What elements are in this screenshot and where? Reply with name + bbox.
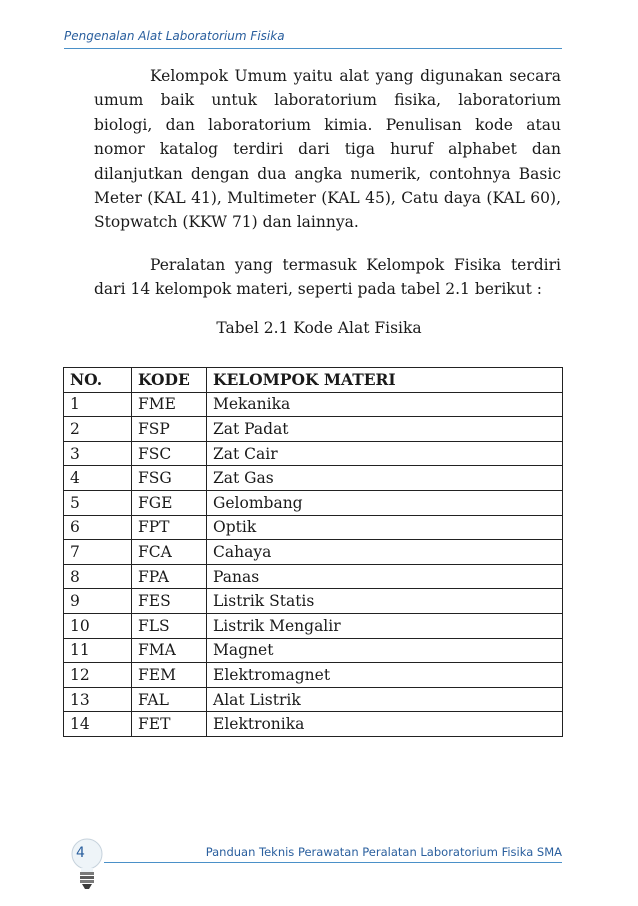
- paragraph-physics-group: Peralatan yang termasuk Kelompok Fisika terdiri dari 14 kelompok materi, seperti pada tabel 2.1 berikut :: [94, 256, 561, 299]
- cell-code: FCA: [132, 540, 207, 565]
- table-row: [64, 564, 563, 589]
- table-row: [64, 613, 563, 638]
- cell-code: FMA: [132, 638, 207, 663]
- cell-group: Alat Listrik: [207, 687, 563, 712]
- table-row: [64, 712, 563, 737]
- table-row: [64, 515, 563, 540]
- table-row: [64, 540, 563, 565]
- table-header-row: [64, 368, 563, 393]
- cell-no: 13: [64, 687, 132, 712]
- cell-group: Elektronika: [207, 712, 563, 737]
- cell-no: 14: [64, 712, 132, 737]
- cell-code: FEM: [132, 663, 207, 688]
- column-header-code: KODE: [132, 368, 207, 393]
- cell-group: Optik: [207, 515, 563, 540]
- cell-group: Elektromagnet: [207, 663, 563, 688]
- cell-group: Zat Padat: [207, 417, 563, 442]
- cell-group: Mekanika: [207, 392, 563, 417]
- cell-code: FSG: [132, 466, 207, 491]
- table-row: [64, 490, 563, 515]
- table-row: [64, 417, 563, 442]
- table-row: [64, 392, 563, 417]
- cell-code: FES: [132, 589, 207, 614]
- table-row: [64, 589, 563, 614]
- column-header-group: KELOMPOK MATERI: [207, 368, 563, 393]
- cell-group: Gelombang: [207, 490, 563, 515]
- cell-no: 9: [64, 589, 132, 614]
- cell-code: FPT: [132, 515, 207, 540]
- table-row: [64, 687, 563, 712]
- running-footer: Panduan Teknis Perawatan Peralatan Laboratorium Fisika SMA: [205, 845, 562, 859]
- page-number: 4: [76, 845, 85, 861]
- cell-no: 11: [64, 638, 132, 663]
- cell-group: Panas: [207, 564, 563, 589]
- cell-group: Zat Gas: [207, 466, 563, 491]
- table-row: [64, 441, 563, 466]
- table-body: [64, 392, 563, 736]
- cell-no: 10: [64, 613, 132, 638]
- table-row: [64, 638, 563, 663]
- footer-divider: [104, 862, 562, 863]
- paragraph-general-group: Kelompok Umum yaitu alat yang digunakan secara umum baik untuk laboratorium fisika, laboratorium biologi, dan laboratorium kimia. Penulisan kode atau nomor katalog terdiri dari tiga huruf alphabet dan dilanjutkan dengan dua angka numerik, contohnya Basic Meter (KAL 41), Multimeter (KAL 45), Catu daya (KAL 60), Stopwatch (KKW 71) dan lainnya.: [94, 67, 561, 232]
- column-header-no: NO.: [64, 368, 132, 393]
- cell-code: FSC: [132, 441, 207, 466]
- cell-code: FGE: [132, 490, 207, 515]
- cell-code: FPA: [132, 564, 207, 589]
- running-header: Pengenalan Alat Laboratorium Fisika: [64, 29, 285, 43]
- cell-no: 2: [64, 417, 132, 442]
- cell-group: Magnet: [207, 638, 563, 663]
- cell-group: Listrik Mengalir: [207, 613, 563, 638]
- cell-code: FAL: [132, 687, 207, 712]
- cell-code: FET: [132, 712, 207, 737]
- cell-group: Cahaya: [207, 540, 563, 565]
- cell-no: 3: [64, 441, 132, 466]
- cell-no: 7: [64, 540, 132, 565]
- cell-code: FLS: [132, 613, 207, 638]
- cell-no: 1: [64, 392, 132, 417]
- equipment-code-table: [63, 367, 563, 737]
- cell-no: 6: [64, 515, 132, 540]
- cell-code: FSP: [132, 417, 207, 442]
- header-divider: [64, 48, 562, 49]
- table-caption: Tabel 2.1 Kode Alat Fisika: [216, 319, 422, 337]
- cell-group: Zat Cair: [207, 441, 563, 466]
- table-row: [64, 663, 563, 688]
- cell-no: 12: [64, 663, 132, 688]
- cell-no: 4: [64, 466, 132, 491]
- table-row: [64, 466, 563, 491]
- cell-group: Listrik Statis: [207, 589, 563, 614]
- cell-code: FME: [132, 392, 207, 417]
- cell-no: 8: [64, 564, 132, 589]
- cell-no: 5: [64, 490, 132, 515]
